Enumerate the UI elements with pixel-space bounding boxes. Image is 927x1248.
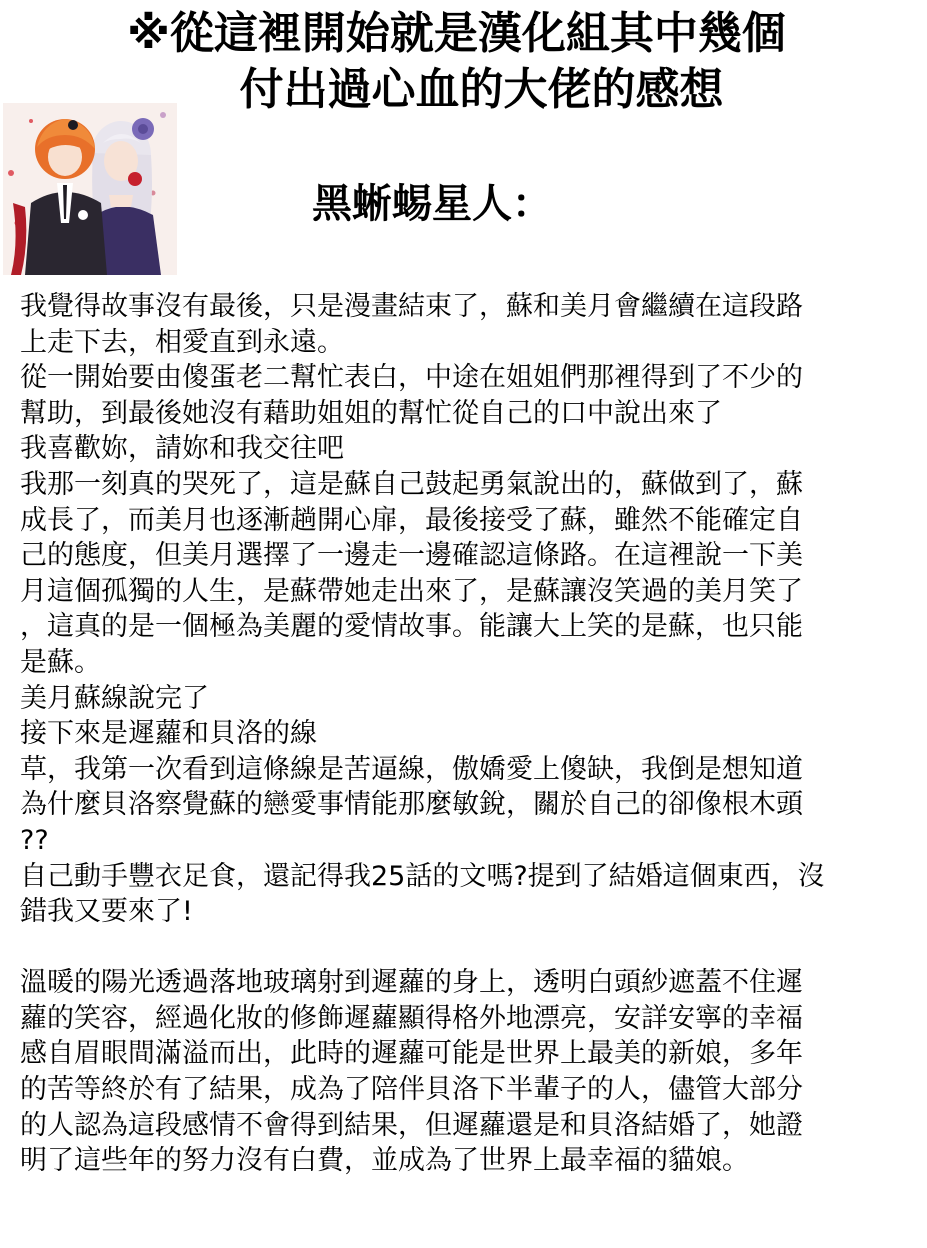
author-avatar xyxy=(3,103,177,275)
comment-line: 我喜歡妳，請妳和我交往吧 xyxy=(20,433,344,465)
heading-line-2: 付出過心血的大佬的感想 xyxy=(239,64,724,115)
page-heading xyxy=(0,6,927,118)
comment-line: 為什麼貝洛察覺蘇的戀愛事情能那麼敏銳，關於自己的卻像根木頭 xyxy=(20,789,803,821)
comment-body xyxy=(20,289,910,1179)
comment-line: 我覺得故事沒有最後，只是漫畫結束了，蘇和美月會繼續在這段路 xyxy=(20,291,803,322)
heading-line-1: ※從這裡開始就是漢化組其中幾個 xyxy=(127,8,786,59)
comment-line: 己的態度，但美月選擇了一邊走一邊確認這條路。在這裡說一下美 xyxy=(20,540,803,572)
comment-line: 蘿的笑容，經過化妝的修飾遲蘿顯得格外地漂亮，安詳安寧的幸福 xyxy=(20,1002,803,1034)
comment-line: 草，我第一次看到這條線是苦逼線，傲嬌愛上傻缺，我倒是想知道 xyxy=(20,753,803,785)
comment-line: 是蘇。 xyxy=(20,646,101,678)
paragraph-break xyxy=(20,930,910,966)
comment-line: 月這個孤獨的人生，是蘇帶她走出來了，是蘇讓沒笑過的美月笑了 xyxy=(20,575,803,607)
comment-line: 感自眉眼間滿溢而出，此時的遲蘿可能是世界上最美的新娘，多年 xyxy=(20,1038,803,1070)
comment-line: ?? xyxy=(20,824,49,856)
comment-line: 明了這些年的努力沒有白費，並成為了世界上最幸福的貓娘。 xyxy=(20,1145,749,1177)
anime-couple-avatar-icon xyxy=(3,103,177,275)
comment-line: 錯我又要來了! xyxy=(20,896,193,928)
comment-line: 自己動手豐衣足食，還記得我25話的文嗎?提到了結婚這個東西，沒 xyxy=(20,860,825,892)
comment-line: 上走下去，相愛直到永遠。 xyxy=(20,326,344,358)
comment-line: 美月蘇線說完了 xyxy=(20,682,209,714)
comment-line: ，這真的是一個極為美麗的愛情故事。能讓大上笑的是蘇，也只能 xyxy=(20,611,803,643)
comment-line: 我那一刻真的哭死了，這是蘇自己鼓起勇氣說出的，蘇做到了，蘇 xyxy=(20,468,803,500)
author-name: 黑蜥蜴星人： xyxy=(312,181,552,227)
comment-line: 溫暖的陽光透過落地玻璃射到遲蘿的身上，透明白頭紗遮蓋不住遲 xyxy=(20,967,803,999)
comment-line: 成長了，而美月也逐漸趟開心扉，最後接受了蘇，雖然不能確定自 xyxy=(20,504,803,536)
comment-line: 的人認為這段感情不會得到結果，但遲蘿還是和貝洛結婚了，她證 xyxy=(20,1109,803,1141)
comment-line: 接下來是遲蘿和貝洛的線 xyxy=(20,718,317,750)
comment-line: 從一開始要由傻蛋老二幫忙表白，中途在姐姐們那裡得到了不少的 xyxy=(20,362,803,394)
comment-line: 的苦等終於有了結果，成為了陪伴貝洛下半輩子的人，儘管大部分 xyxy=(20,1074,803,1106)
comment-line: 幫助，到最後她沒有藉助姐姐的幫忙從自己的口中說出來了 xyxy=(20,397,722,429)
